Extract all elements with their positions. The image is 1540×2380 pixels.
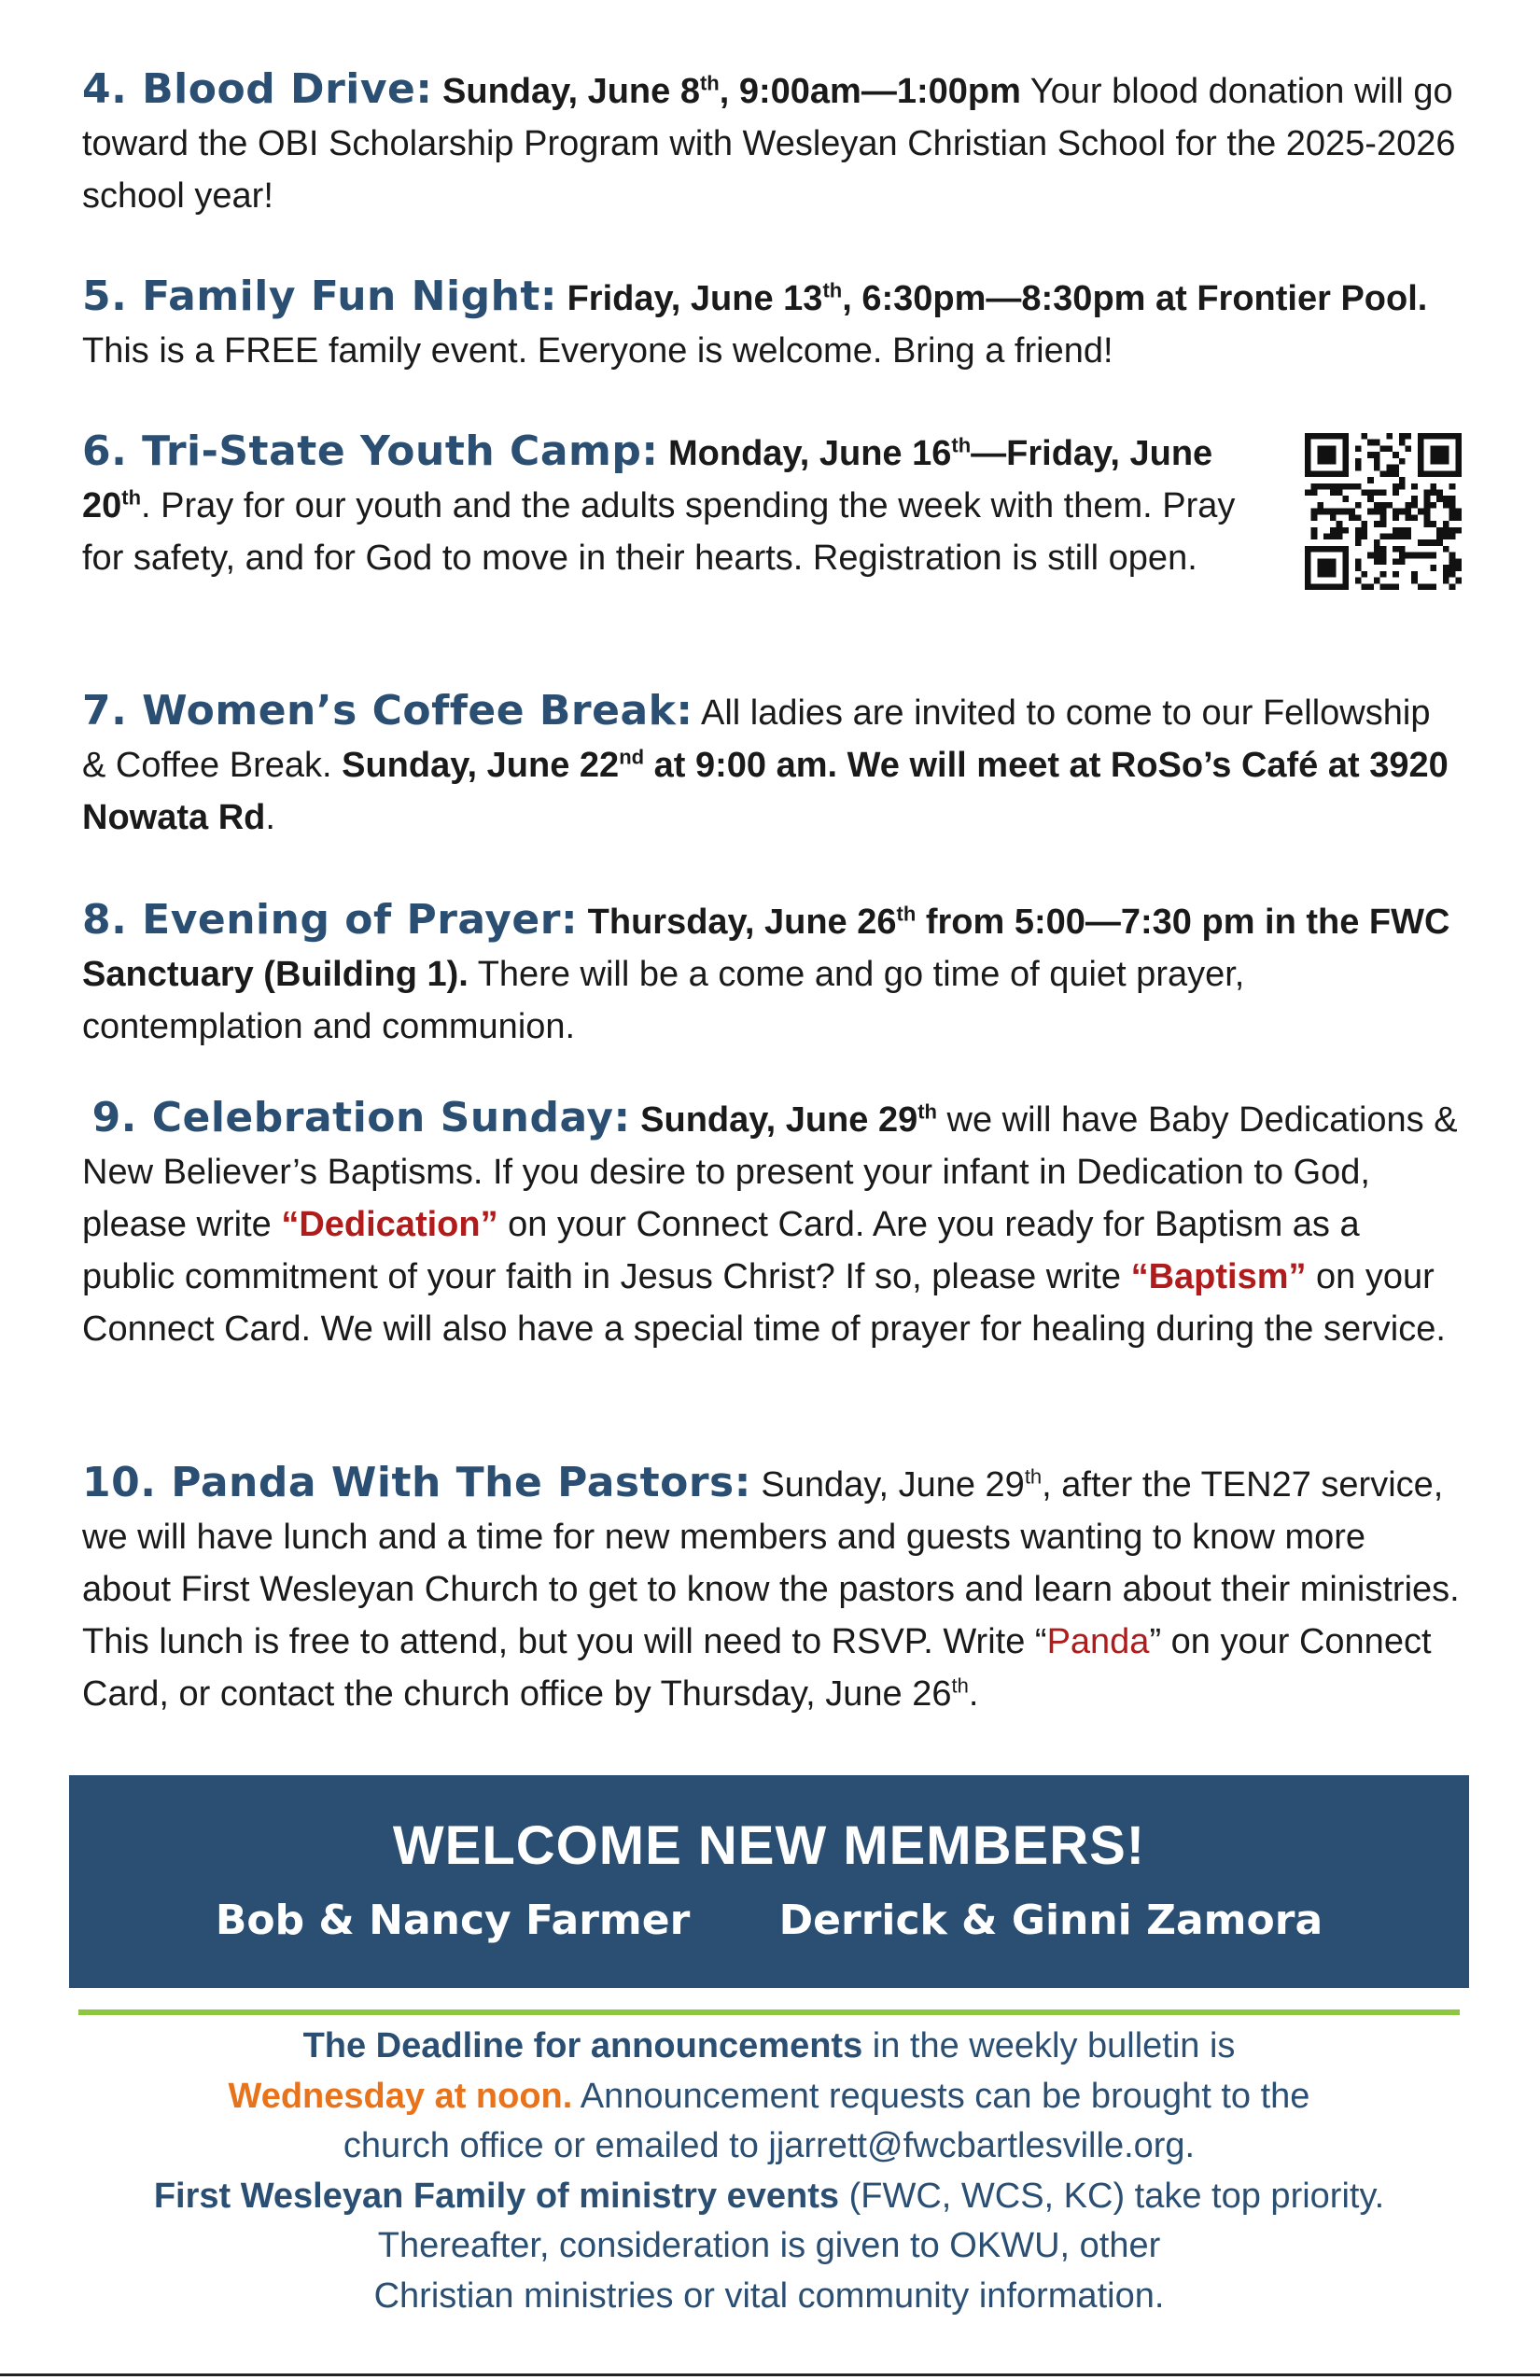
keyword-panda: Panda (1046, 1622, 1150, 1661)
event-date: Thursday, June 26th from 5:00—7:30 pm in the FWC Sanctuary (Building 1). (82, 902, 1450, 994)
footer-line: church office or emailed to jjarrett@fwcbartlesville.org. (343, 2126, 1196, 2165)
event-description: This is a FREE family event. Everyone is welcome. Bring a friend! (82, 331, 1113, 371)
member-name: Derrick & Ginni Zamora (778, 1897, 1323, 1944)
member-names (69, 1897, 1469, 1944)
heading: 5. Family Fun Night: (82, 273, 558, 320)
footer-line: Thereafter, consideration is given to OKWU, other (377, 2226, 1161, 2265)
item-evening-of-prayer (82, 894, 1462, 1053)
footer-line: First Wesleyan Family of ministry events (FWC, WCS, KC) take top priority. (153, 2176, 1385, 2216)
event-description: . Pray for our youth and the adults spending the week with them. Pray for safety, and for God to move in their hearts. Registration is still open. (82, 486, 1236, 578)
keyword-dedication: “Dedication” (281, 1205, 498, 1244)
item-womens-coffee-break: 7. Women’s Coffee Break: All ladies are invited to come to our Fellowship & Coffee Break. Sunday, June 22nd at 9:00 am. We will meet at RoSo’s Café at 3920 Nowata Rd. (82, 687, 1449, 837)
event-description: There will be a come and go time of quiet prayer, contemplation and communion. (82, 955, 1245, 1046)
event-date: Sunday, June 8th, 9:00am—1:00pm (442, 71, 1021, 111)
item-celebration-sunday: 9. Celebration Sunday: Sunday, June 29th we will have Baby Dedications & New Believer’s Baptisms. If you desire to present your infant in Dedication to God, please write “Dedication” on your Connect Card. Are you ready for Baptism as a public commitment of your faith in Jesus Christ? If so, please write “Baptism” on your Connect Card. We will also have a special time of prayer for healing during the service. (82, 1094, 1458, 1349)
item-youth-camp (82, 426, 1258, 584)
item-family-fun-night (82, 271, 1462, 377)
event-date: Friday, June 13th, 6:30pm—8:30pm at Frontier Pool. (567, 278, 1428, 318)
heading: 8. Evening of Prayer: (82, 896, 579, 944)
event-date: Monday, June 16th—Friday, June 20th (82, 433, 1213, 525)
heading: 9. Celebration Sunday: (91, 1094, 631, 1141)
footer-line: Christian ministries or vital community information. (373, 2275, 1165, 2316)
divider (78, 2009, 1460, 2015)
welcome-banner (69, 1775, 1469, 1988)
event-description: Your blood donation will go toward the OBI Scholarship Program with Wesleyan Christian School for the 2025-2026 school year! (82, 72, 1456, 216)
banner-title: WELCOME NEW MEMBERS! (392, 1815, 1146, 1876)
event-date: Sunday, June 22nd at 9:00 am. We will meet at RoSo’s Café at 3920 Nowata Rd (82, 745, 1449, 837)
heading: 10. Panda With The Pastors: (82, 1459, 751, 1506)
heading: 7. Women’s Coffee Break: (82, 687, 693, 735)
heading: 4. Blood Drive: (82, 65, 433, 113)
footer-line: Wednesday at noon. Announcement requests can be brought to the (228, 2076, 1310, 2116)
event-date: Sunday, June 29th (640, 1099, 937, 1140)
member-name: Bob & Nancy Farmer (215, 1897, 691, 1944)
page-bottom-rule (0, 2373, 1540, 2376)
item-panda-with-pastors: 10. Panda With The Pastors: Sunday, June 29th, after the TEN27 service, we will have lunch and a time for new members and guests wanting to know more about First Wesleyan Church to get to know the pastors and learn about their ministries. This lunch is free to attend, but you will need to RSVP. Write “Panda” on your Connect Card, or contact the church office by Thursday, June 26th. (82, 1459, 1460, 1714)
footer-line: The Deadline for announcements in the weekly bulletin is (302, 2026, 1236, 2065)
qr-code-icon[interactable] (1305, 433, 1462, 590)
keyword-baptism: “Baptism” (1130, 1257, 1307, 1296)
item-blood-drive (82, 63, 1462, 222)
event-description: All ladies are invited to come to our Fellowship & Coffee Break. (82, 693, 1431, 785)
announcement-footer (69, 2022, 1469, 2321)
heading: 6. Tri-State Youth Camp: (82, 427, 659, 475)
